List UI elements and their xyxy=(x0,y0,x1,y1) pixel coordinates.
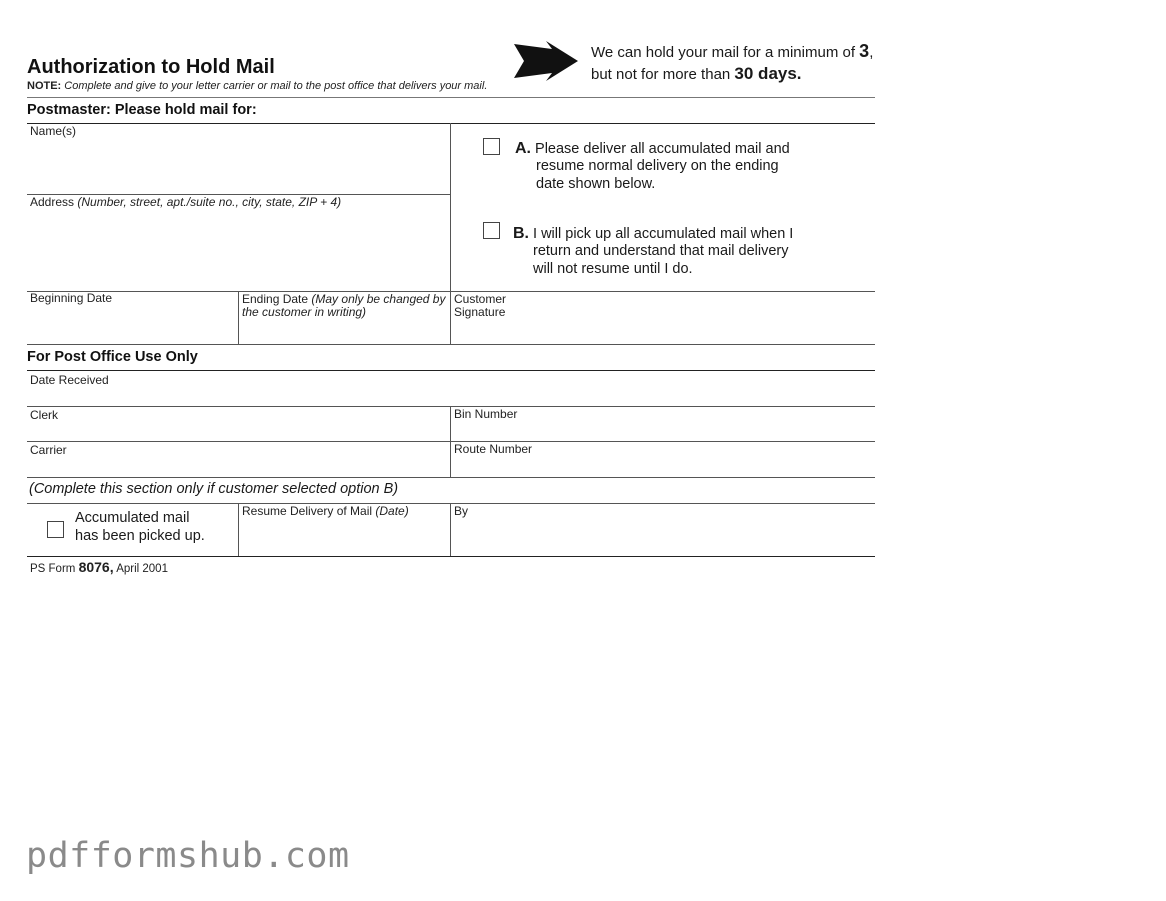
picked-up-checkbox[interactable] xyxy=(47,521,64,538)
option-b-line2: return and understand that mail delivery xyxy=(533,243,789,259)
notice-min-text: We can hold your mail for a minimum of xyxy=(591,44,855,61)
ending-date-label-text: Ending Date xyxy=(242,292,309,306)
resume-delivery-field[interactable] xyxy=(240,519,448,554)
ending-date-hint-1: (May only be changed by xyxy=(311,292,446,306)
section-heading-post-office: For Post Office Use Only xyxy=(27,349,198,365)
names-field[interactable] xyxy=(28,138,448,193)
option-a-line3: date shown below. xyxy=(536,176,656,192)
notice-min-value: 3 xyxy=(859,41,870,61)
arrow-icon xyxy=(512,41,580,81)
by-label: By xyxy=(454,504,469,518)
carrier-label: Carrier xyxy=(30,443,67,457)
date-received-field[interactable] xyxy=(28,388,873,405)
carrier-rule xyxy=(27,477,875,478)
date-received-label: Date Received xyxy=(30,373,109,387)
address-hint: (Number, street, apt./suite no., city, state, ZIP + 4) xyxy=(77,195,342,209)
option-b-text xyxy=(513,225,793,244)
route-number-field[interactable] xyxy=(452,457,873,475)
ending-date-field[interactable] xyxy=(240,320,448,342)
date-received-rule xyxy=(27,406,875,407)
route-number-label: Route Number xyxy=(454,442,533,456)
address-label-text: Address xyxy=(30,195,75,209)
signature-label-2: Signature xyxy=(454,305,506,319)
form-date: April 2001 xyxy=(116,563,168,575)
option-a-text xyxy=(515,140,790,159)
option-a-checkbox[interactable] xyxy=(483,138,500,155)
resume-delivery-label xyxy=(242,505,409,518)
option-b-rule xyxy=(27,503,875,504)
ending-date-label xyxy=(242,293,445,319)
divider-dates xyxy=(238,291,239,344)
address-field[interactable] xyxy=(28,210,448,290)
carrier-field[interactable] xyxy=(28,457,448,475)
signature-label-1: Customer xyxy=(454,292,507,306)
option-b-letter: B. xyxy=(513,225,529,242)
form-number: 8076, xyxy=(78,559,114,575)
ending-date-hint-2: the customer in writing) xyxy=(242,305,367,319)
notice-max-value: 30 days. xyxy=(734,64,802,83)
dates-top-rule xyxy=(27,291,875,292)
bin-number-label: Bin Number xyxy=(454,407,518,421)
names-label: Name(s) xyxy=(30,124,77,138)
section1-bottom-rule xyxy=(27,344,875,345)
option-a-line2: resume normal delivery on the ending xyxy=(536,158,779,174)
note-label: NOTE: xyxy=(27,80,62,92)
clerk-field[interactable] xyxy=(28,422,448,440)
note-text: Complete and give to your letter carrier or mail to the post office that delivers your mail. xyxy=(64,80,488,92)
form-footer xyxy=(30,559,168,575)
option-a-line1: Please deliver all accumulated mail and xyxy=(535,141,790,157)
notice-comma: , xyxy=(869,44,874,61)
option-a-letter: A. xyxy=(515,140,531,157)
beginning-date-label: Beginning Date xyxy=(30,291,113,305)
section2-bottom-rule xyxy=(27,556,875,557)
form-title: Authorization to Hold Mail xyxy=(27,56,275,78)
signature-label xyxy=(454,293,506,319)
picked-up-line1: Accumulated mail xyxy=(75,510,190,526)
clerk-label: Clerk xyxy=(30,408,59,422)
form-note xyxy=(27,80,487,92)
option-b-note: (Complete this section only if customer selected option B) xyxy=(29,481,399,497)
header-rule xyxy=(27,97,875,98)
hold-duration-notice xyxy=(591,41,873,85)
beginning-date-field[interactable] xyxy=(28,306,236,342)
divider-pickup xyxy=(238,503,239,556)
form-prefix: PS Form xyxy=(30,563,76,575)
resume-delivery-text: Resume Delivery of Mail xyxy=(242,504,373,518)
option-b-line1: I will pick up all accumulated mail when I xyxy=(533,226,794,242)
divider-resume xyxy=(450,503,451,556)
customer-signature-field[interactable] xyxy=(510,295,872,342)
picked-up-text xyxy=(75,510,205,545)
option-b-line3: will not resume until I do. xyxy=(533,261,693,277)
section2-top-rule xyxy=(27,370,875,371)
section1-top-rule xyxy=(27,123,875,124)
watermark: pdfformshub.com xyxy=(26,836,350,876)
address-label xyxy=(30,196,341,209)
picked-up-line2: has been picked up. xyxy=(75,527,205,544)
notice-max-text: but not for more than xyxy=(591,66,731,83)
clerk-rule xyxy=(27,441,875,442)
resume-delivery-hint: (Date) xyxy=(375,504,409,518)
option-b-checkbox[interactable] xyxy=(483,222,500,239)
section-heading-hold-for: Postmaster: Please hold mail for: xyxy=(27,102,257,118)
divider-vertical-main xyxy=(450,123,451,344)
by-field[interactable] xyxy=(452,519,873,554)
bin-number-field[interactable] xyxy=(452,422,873,440)
